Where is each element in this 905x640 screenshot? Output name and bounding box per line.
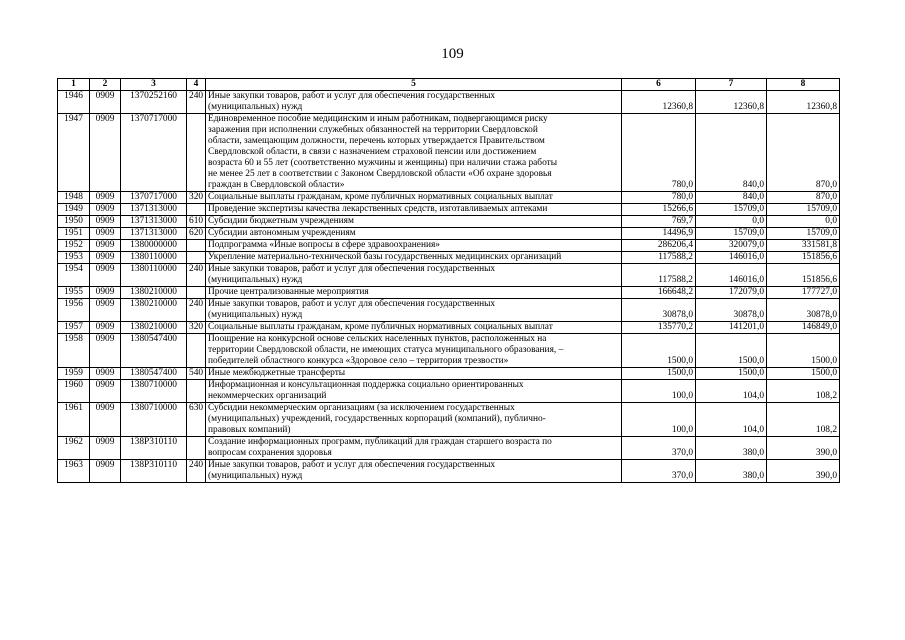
table-row xyxy=(58,403,840,437)
section-code-cell: 0909 xyxy=(90,252,121,264)
amount-year1-cell: 370,0 xyxy=(622,437,696,460)
item-name-line: Субсидии некоммерческим организациям (за исключением государственных xyxy=(208,403,515,413)
amount-year1-cell: 100,0 xyxy=(622,403,696,437)
item-name-line: (муниципальных) нужд xyxy=(208,102,303,112)
table-row xyxy=(58,334,840,368)
header-cell-4: 4 xyxy=(187,79,206,91)
expense-type-cell xyxy=(187,252,206,264)
amount-year1-cell: 370,0 xyxy=(622,460,696,483)
header-cell-3: 3 xyxy=(121,79,187,91)
table-row xyxy=(58,287,840,299)
item-name-cell xyxy=(206,334,622,368)
item-name-line: вопросам сохранения здоровья xyxy=(208,448,332,458)
header-cell-8: 8 xyxy=(767,79,840,91)
expense-type-cell xyxy=(187,204,206,216)
amount-year1-cell: 769,7 xyxy=(622,216,696,228)
row-number-cell: 1957 xyxy=(58,322,90,334)
target-article-cell: 1380210000 xyxy=(121,287,187,299)
target-article-cell: 1380000000 xyxy=(121,240,187,252)
table-row xyxy=(58,240,840,252)
row-number-cell: 1954 xyxy=(58,264,90,287)
target-article-cell: 1380547400 xyxy=(121,334,187,368)
amount-year3-cell: 177727,0 xyxy=(767,287,840,299)
table-row xyxy=(58,114,840,192)
item-name-line: (муниципальных) учреждений, государственных корпораций (компаний), публично- xyxy=(208,414,546,424)
table-body xyxy=(58,79,840,483)
item-name-line: Единовременное пособие медицинским и иным работникам, подвергающимся риску xyxy=(208,114,548,124)
amount-year2-cell: 380,0 xyxy=(696,437,767,460)
target-article-cell: 1370252160 xyxy=(121,91,187,114)
expense-type-cell xyxy=(187,437,206,460)
item-name-line: Свердловской области, в связи с назначением страховой пенсии или достижением xyxy=(208,147,537,157)
amount-year2-cell: 380,0 xyxy=(696,460,767,483)
page-number: 109 xyxy=(441,46,464,62)
target-article-cell: 1380710000 xyxy=(121,380,187,403)
expense-type-cell xyxy=(187,287,206,299)
section-code-cell: 0909 xyxy=(90,437,121,460)
item-name-line: Укрепление материально-технической базы государственных медицинских организаций xyxy=(208,252,562,262)
amount-year1-cell: 166648,2 xyxy=(622,287,696,299)
expense-type-cell: 540 xyxy=(187,368,206,380)
amount-year1-cell: 780,0 xyxy=(622,114,696,192)
expense-type-cell xyxy=(187,240,206,252)
section-code-cell: 0909 xyxy=(90,380,121,403)
amount-year3-cell: 870,0 xyxy=(767,114,840,192)
section-code-cell: 0909 xyxy=(90,264,121,287)
item-name-cell xyxy=(206,322,622,334)
table-row xyxy=(58,299,840,322)
amount-year1-cell: 135770,2 xyxy=(622,322,696,334)
target-article-cell: 138P310110 xyxy=(121,437,187,460)
amount-year2-cell: 146016,0 xyxy=(696,252,767,264)
row-number-cell: 1950 xyxy=(58,216,90,228)
amount-year2-cell: 15709,0 xyxy=(696,204,767,216)
section-code-cell: 0909 xyxy=(90,114,121,192)
table-row xyxy=(58,322,840,334)
section-code-cell: 0909 xyxy=(90,91,121,114)
item-name-cell xyxy=(206,114,622,192)
row-number-cell: 1960 xyxy=(58,380,90,403)
table-row xyxy=(58,437,840,460)
amount-year1-cell: 30878,0 xyxy=(622,299,696,322)
table-row xyxy=(58,216,840,228)
section-code-cell: 0909 xyxy=(90,403,121,437)
amount-year3-cell: 15709,0 xyxy=(767,228,840,240)
expense-type-cell: 320 xyxy=(187,192,206,204)
section-code-cell: 0909 xyxy=(90,228,121,240)
item-name-line: (муниципальных) нужд xyxy=(208,275,303,285)
item-name-cell xyxy=(206,380,622,403)
expense-type-cell xyxy=(187,334,206,368)
item-name-line: некоммерческих организаций xyxy=(208,391,327,401)
item-name-line: Социальные выплаты гражданам, кроме публичных нормативных социальных выплат xyxy=(208,322,553,332)
item-name-line: граждан в Свердловской области» xyxy=(208,180,345,190)
item-name-line: Информационная и консультационная поддержка социально ориентированных xyxy=(208,380,524,390)
section-code-cell: 0909 xyxy=(90,216,121,228)
target-article-cell: 1371313000 xyxy=(121,228,187,240)
item-name-line: Иные межбюджетные трансферты xyxy=(208,368,346,378)
table-row xyxy=(58,252,840,264)
target-article-cell: 1380547400 xyxy=(121,368,187,380)
section-code-cell: 0909 xyxy=(90,322,121,334)
target-article-cell: 138P310110 xyxy=(121,460,187,483)
amount-year1-cell: 117588,2 xyxy=(622,252,696,264)
table-row xyxy=(58,91,840,114)
item-name-line: Подпрограмма «Иные вопросы в сфере здравоохранения» xyxy=(208,240,440,250)
item-name-line: возраста 60 и 55 лет (соответственно мужчины и женщины) при наличии стажа работы xyxy=(208,158,558,168)
amount-year1-cell: 15266,6 xyxy=(622,204,696,216)
amount-year3-cell: 15709,0 xyxy=(767,204,840,216)
row-number-cell: 1949 xyxy=(58,204,90,216)
item-name-line: Иные закупки товаров, работ и услуг для обеспечения государственных xyxy=(208,460,496,470)
header-cell-7: 7 xyxy=(696,79,767,91)
amount-year3-cell: 151856,6 xyxy=(767,264,840,287)
row-number-cell: 1955 xyxy=(58,287,90,299)
amount-year2-cell: 104,0 xyxy=(696,403,767,437)
expense-type-cell: 610 xyxy=(187,216,206,228)
item-name-line: территории Свердловской области, не имеющих статуса муниципального образования, – xyxy=(208,345,564,355)
table-row xyxy=(58,228,840,240)
amount-year3-cell: 390,0 xyxy=(767,437,840,460)
item-name-cell xyxy=(206,403,622,437)
expense-type-cell xyxy=(187,114,206,192)
amount-year2-cell: 840,0 xyxy=(696,114,767,192)
item-name-cell xyxy=(206,228,622,240)
expense-type-cell: 620 xyxy=(187,228,206,240)
item-name-line: Иные закупки товаров, работ и услуг для обеспечения государственных xyxy=(208,264,496,274)
target-article-cell: 1371313000 xyxy=(121,204,187,216)
row-number-cell: 1953 xyxy=(58,252,90,264)
row-number-cell: 1959 xyxy=(58,368,90,380)
row-number-cell: 1951 xyxy=(58,228,90,240)
item-name-cell xyxy=(206,204,622,216)
amount-year2-cell: 141201,0 xyxy=(696,322,767,334)
amount-year2-cell: 15709,0 xyxy=(696,228,767,240)
amount-year1-cell: 1500,0 xyxy=(622,334,696,368)
amount-year1-cell: 1500,0 xyxy=(622,368,696,380)
section-code-cell: 0909 xyxy=(90,334,121,368)
amount-year3-cell: 146849,0 xyxy=(767,322,840,334)
item-name-line: Проведение экспертизы качества лекарственных средств, изготавливаемых аптеками xyxy=(208,204,548,214)
item-name-cell xyxy=(206,192,622,204)
item-name-line: Создание информационных программ, публикаций для граждан старшего возраста по xyxy=(208,437,552,447)
row-number-cell: 1946 xyxy=(58,91,90,114)
item-name-line: области, замещающим должности, перечень которых утверждается Правительством xyxy=(208,136,545,146)
amount-year3-cell: 108,2 xyxy=(767,380,840,403)
expense-type-cell: 240 xyxy=(187,460,206,483)
section-code-cell: 0909 xyxy=(90,287,121,299)
target-article-cell: 1380110000 xyxy=(121,252,187,264)
amount-year3-cell: 12360,8 xyxy=(767,91,840,114)
target-article-cell: 1370717000 xyxy=(121,192,187,204)
target-article-cell: 1380210000 xyxy=(121,322,187,334)
amount-year1-cell: 780,0 xyxy=(622,192,696,204)
item-name-line: победителей областного конкурса «Здоровое село – территория трезвости» xyxy=(208,356,509,366)
amount-year2-cell: 104,0 xyxy=(696,380,767,403)
section-code-cell: 0909 xyxy=(90,460,121,483)
amount-year1-cell: 117588,2 xyxy=(622,264,696,287)
amount-year3-cell: 1500,0 xyxy=(767,334,840,368)
item-name-cell xyxy=(206,240,622,252)
expense-type-cell: 240 xyxy=(187,299,206,322)
section-code-cell: 0909 xyxy=(90,299,121,322)
item-name-cell xyxy=(206,460,622,483)
amount-year2-cell: 12360,8 xyxy=(696,91,767,114)
item-name-cell xyxy=(206,264,622,287)
section-code-cell: 0909 xyxy=(90,368,121,380)
item-name-cell xyxy=(206,287,622,299)
row-number-cell: 1958 xyxy=(58,334,90,368)
item-name-line: (муниципальных) нужд xyxy=(208,471,303,481)
item-name-line: заражения при исполнении служебных обязанностей на территории Свердловской xyxy=(208,125,538,135)
header-cell-1: 1 xyxy=(58,79,90,91)
amount-year3-cell: 1500,0 xyxy=(767,368,840,380)
item-name-line: Поощрение на конкурсной основе сельских населенных пунктов, расположенных на xyxy=(208,334,547,344)
item-name-cell xyxy=(206,368,622,380)
section-code-cell: 0909 xyxy=(90,204,121,216)
amount-year3-cell: 870,0 xyxy=(767,192,840,204)
item-name-line: Иные закупки товаров, работ и услуг для обеспечения государственных xyxy=(208,91,496,101)
row-number-cell: 1952 xyxy=(58,240,90,252)
table-row xyxy=(58,460,840,483)
table-row xyxy=(58,264,840,287)
item-name-line: Иные закупки товаров, работ и услуг для обеспечения государственных xyxy=(208,299,496,309)
table-row xyxy=(58,204,840,216)
amount-year3-cell: 151856,6 xyxy=(767,252,840,264)
expense-type-cell: 240 xyxy=(187,264,206,287)
table-row xyxy=(58,380,840,403)
item-name-cell xyxy=(206,252,622,264)
item-name-cell xyxy=(206,299,622,322)
row-number-cell: 1963 xyxy=(58,460,90,483)
item-name-line: правовых компаний) xyxy=(208,425,291,435)
header-cell-5: 5 xyxy=(206,79,622,91)
expense-type-cell xyxy=(187,380,206,403)
section-code-cell: 0909 xyxy=(90,240,121,252)
item-name-line: Прочие централизованные мероприятия xyxy=(208,287,369,297)
amount-year2-cell: 0,0 xyxy=(696,216,767,228)
target-article-cell: 1380110000 xyxy=(121,264,187,287)
header-cell-2: 2 xyxy=(90,79,121,91)
row-number-cell: 1947 xyxy=(58,114,90,192)
amount-year2-cell: 172079,0 xyxy=(696,287,767,299)
target-article-cell: 1370717000 xyxy=(121,114,187,192)
amount-year2-cell: 320079,0 xyxy=(696,240,767,252)
expense-type-cell: 240 xyxy=(187,91,206,114)
amount-year1-cell: 100,0 xyxy=(622,380,696,403)
item-name-line: Субсидии автономным учреждениям xyxy=(208,228,356,238)
item-name-cell xyxy=(206,216,622,228)
item-name-cell xyxy=(206,437,622,460)
item-name-line: (муниципальных) нужд xyxy=(208,310,303,320)
amount-year3-cell: 108,2 xyxy=(767,403,840,437)
amount-year3-cell: 30878,0 xyxy=(767,299,840,322)
amount-year1-cell: 286206,4 xyxy=(622,240,696,252)
amount-year3-cell: 0,0 xyxy=(767,216,840,228)
budget-table xyxy=(57,78,840,483)
row-number-cell: 1956 xyxy=(58,299,90,322)
item-name-cell xyxy=(206,91,622,114)
expense-type-cell: 630 xyxy=(187,403,206,437)
row-number-cell: 1961 xyxy=(58,403,90,437)
target-article-cell: 1380210000 xyxy=(121,299,187,322)
header-cell-6: 6 xyxy=(622,79,696,91)
amount-year2-cell: 146016,0 xyxy=(696,264,767,287)
amount-year3-cell: 331581,8 xyxy=(767,240,840,252)
row-number-cell: 1962 xyxy=(58,437,90,460)
item-name-line: Социальные выплаты гражданам, кроме публичных нормативных социальных выплат xyxy=(208,192,553,202)
target-article-cell: 1371313000 xyxy=(121,216,187,228)
table-row xyxy=(58,192,840,204)
amount-year1-cell: 12360,8 xyxy=(622,91,696,114)
section-code-cell: 0909 xyxy=(90,192,121,204)
amount-year2-cell: 30878,0 xyxy=(696,299,767,322)
amount-year2-cell: 1500,0 xyxy=(696,334,767,368)
item-name-line: не менее 25 лет в соответствии с Законом Свердловской области «Об охране здоровья xyxy=(208,169,552,179)
amount-year2-cell: 1500,0 xyxy=(696,368,767,380)
expense-type-cell: 320 xyxy=(187,322,206,334)
amount-year1-cell: 14496,9 xyxy=(622,228,696,240)
row-number-cell: 1948 xyxy=(58,192,90,204)
amount-year2-cell: 840,0 xyxy=(696,192,767,204)
amount-year3-cell: 390,0 xyxy=(767,460,840,483)
target-article-cell: 1380710000 xyxy=(121,403,187,437)
header-row xyxy=(58,79,840,91)
item-name-line: Субсидии бюджетным учреждениям xyxy=(208,216,354,226)
table-row xyxy=(58,368,840,380)
